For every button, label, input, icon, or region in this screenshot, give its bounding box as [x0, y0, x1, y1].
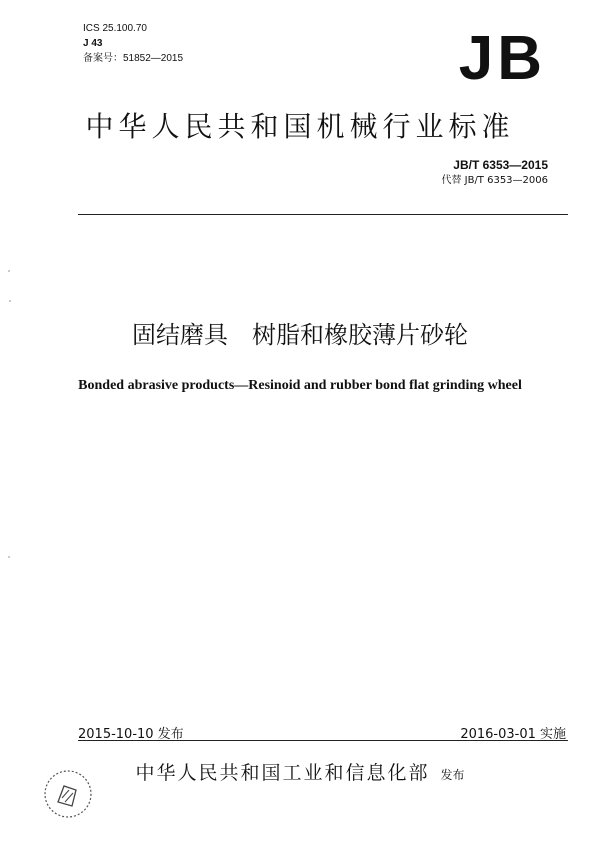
publisher-line	[0, 758, 600, 785]
scan-speck	[8, 270, 10, 272]
standard-number: JB/T 6353—2015	[453, 158, 548, 172]
bottom-divider	[78, 740, 568, 741]
implementation-date: 2016-03-01 实施	[460, 727, 566, 742]
scan-speck	[9, 300, 11, 302]
title-chinese: 固结磨具 树脂和橡胶薄片砂轮	[132, 321, 468, 349]
ics-code: ICS 25.100.70	[83, 23, 147, 34]
ccs-code: J 43	[83, 38, 103, 49]
jb-logo: JB	[458, 24, 546, 93]
replaces-standard: 代替 JB/T 6353—2006	[441, 175, 548, 186]
publisher-action: 发布	[440, 768, 465, 782]
scan-speck	[8, 556, 10, 558]
top-divider	[78, 214, 568, 215]
publisher-name: 中华人民共和国工业和信息化部	[135, 762, 430, 784]
standard-category-name: 中华人民共和国机械行业标准	[85, 110, 515, 143]
filing-number: 备案号：51852—2015	[83, 53, 184, 64]
issue-date: 2015-10-10 发布	[78, 727, 184, 742]
title-english: Bonded abrasive products—Resinoid and rubber bond flat grinding wheel	[78, 378, 522, 393]
